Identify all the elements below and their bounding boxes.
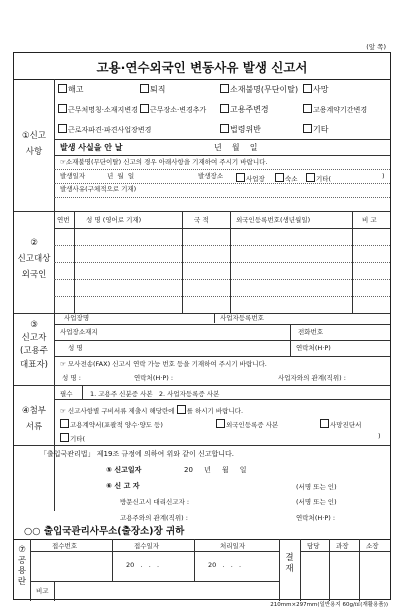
- doc-death-certificate[interactable]: 사망진단서: [320, 419, 361, 429]
- report-form: [13, 52, 391, 600]
- option-work-location-change[interactable]: 근무장소·변경추가: [140, 104, 206, 114]
- option-contract-period-change[interactable]: 고용계약기간변경: [303, 104, 367, 114]
- process-date-field[interactable]: 20 . . .: [208, 561, 242, 569]
- law-statement: 「출입국관리법」 제19조 규정에 의하여 위와 같이 신고합니다.: [40, 450, 235, 458]
- relation-label: 고용주와의 관계(직위) :: [120, 514, 188, 522]
- checkbox[interactable]: [303, 124, 312, 133]
- receipt-no-label: 접수번호: [52, 542, 78, 550]
- occur-date-label: 발생일자: [60, 172, 86, 180]
- checkbox[interactable]: [320, 419, 329, 428]
- checkbox[interactable]: [236, 173, 245, 182]
- option-death[interactable]: 사망: [303, 84, 328, 94]
- report-date[interactable]: 20 년 월 일: [184, 466, 247, 474]
- col-name: 성 명 (영어로 기재): [86, 216, 142, 224]
- note-label: 비고: [36, 587, 49, 595]
- contact-label: 연락처(H·P) :: [296, 514, 336, 522]
- col-nationality: 국 적: [194, 216, 209, 224]
- required-label: 필수: [60, 390, 73, 398]
- col-serial: 연번: [57, 216, 70, 224]
- checkbox[interactable]: [220, 104, 229, 113]
- checkbox[interactable]: [220, 124, 229, 133]
- checkbox[interactable]: [58, 84, 67, 93]
- checkbox[interactable]: [303, 104, 312, 113]
- checkbox[interactable]: [58, 124, 67, 133]
- checkbox-sample: [177, 405, 186, 414]
- checkbox[interactable]: [60, 419, 69, 428]
- option-law-violation[interactable]: 법령위반: [220, 124, 261, 134]
- col-remarks: 비 고: [362, 216, 377, 224]
- col-registration-no: 외국인등록번호(생년월일): [236, 216, 311, 224]
- phone-label: 전화번호: [298, 328, 324, 336]
- attach-notice: ☞ 신고사항별 구비서류 제출시 해당란에 를 하시기 바랍니다.: [60, 407, 244, 415]
- mobile-label: 연락처(H·P): [296, 344, 331, 352]
- reporter-sign[interactable]: (서명 또는 인): [296, 483, 337, 491]
- place-workplace[interactable]: 사업장: [236, 173, 265, 183]
- doc-other[interactable]: 기타(: [60, 433, 85, 443]
- aware-date-fields[interactable]: 년 월 일: [214, 143, 258, 152]
- option-other[interactable]: 기타: [303, 124, 328, 134]
- receipt-date-field[interactable]: 20 . . .: [126, 561, 160, 569]
- option-dismissal[interactable]: 해고: [58, 84, 83, 94]
- approval-label: 결 재: [285, 553, 294, 575]
- role-staff: 담당: [307, 542, 320, 550]
- checkbox[interactable]: [303, 84, 312, 93]
- checkbox[interactable]: [140, 104, 149, 113]
- proxy-label: 방문신고시 대리신고자 :: [120, 498, 190, 506]
- reason-label: 발생사유(구체적으로 기재): [60, 185, 137, 193]
- business-reg-label: 사업자등록번호: [220, 314, 264, 322]
- occur-place-label: 발생장소: [198, 172, 224, 180]
- receipt-date-label: 접수일자: [134, 542, 160, 550]
- manager-contact: 연락처(H·P) :: [134, 374, 174, 382]
- checkbox[interactable]: [140, 84, 149, 93]
- place-dorm[interactable]: 숙소: [275, 173, 298, 183]
- role-director: 소장: [366, 542, 379, 550]
- fax-notice: ☞ 모사전송(FAX) 신고시 연락 가능 번호 등을 기재하여 주시기 바랍니다.: [60, 360, 267, 368]
- section1-label: ①신고 사항: [21, 131, 47, 158]
- doc-other-close: ): [378, 432, 381, 440]
- aware-date-label: 발생 사실을 안 날: [60, 143, 123, 152]
- manager-relation: 사업자와의 관계(직위) :: [278, 374, 346, 382]
- occur-date-fields[interactable]: 년 월 일: [107, 172, 135, 180]
- option-workplace-name-change[interactable]: 근무처명칭·소재지변경: [58, 104, 138, 114]
- section4-label: ④첨부 서류: [21, 406, 47, 433]
- section2-label: ② 신고대상 외국인: [17, 238, 51, 281]
- option-employer-change[interactable]: 고용주변경: [220, 104, 269, 114]
- section3-label: ③ 신고자 (고용주 대표자): [20, 320, 48, 370]
- name-label: 성 명: [68, 344, 83, 352]
- checkbox[interactable]: [60, 433, 69, 442]
- proxy-sign[interactable]: (서명 또는 인): [296, 498, 337, 506]
- place-other[interactable]: 기타(: [306, 173, 331, 183]
- checkbox[interactable]: [216, 419, 225, 428]
- doc-contract[interactable]: 고용계약서(포괄적 양수·양도 등): [60, 419, 163, 429]
- form-number: (앞 쪽): [366, 43, 386, 51]
- checkbox[interactable]: [275, 173, 284, 182]
- reporter-label: ⑥ 신 고 자: [106, 482, 140, 490]
- option-missing[interactable]: 소재불명(무단이탈): [220, 84, 298, 94]
- option-retirement[interactable]: 퇴직: [140, 84, 165, 94]
- report-date-label: ⑤ 신고일자: [106, 466, 142, 474]
- required-docs: 1. 고용주 신분증 사본 2. 사업자등록증 사본: [90, 390, 220, 398]
- paper-spec: 210mm×297mm(일반용지 60g/㎡(재활용품)): [270, 602, 388, 608]
- checkbox[interactable]: [220, 84, 229, 93]
- place-close-paren: ): [382, 172, 385, 180]
- manager-name: 성 명 :: [62, 374, 81, 382]
- business-name-label: 사업장명: [64, 314, 90, 322]
- processing-label: ⑦ 공 용 란: [17, 545, 27, 587]
- form-title: 고용·연수외국인 변동사유 발생 신고서: [96, 60, 308, 75]
- missing-notice: ☞소재불명(무단이탈) 신고의 경우 아래사항을 기재하여 주시기 바랍니다.: [60, 158, 268, 166]
- checkbox[interactable]: [58, 104, 67, 113]
- business-address-label: 사업장소재지: [60, 328, 98, 336]
- addressee: ○○ 출입국관리사무소(출장소)장 귀하: [24, 526, 185, 537]
- option-dispatch-change[interactable]: 근로자파견·파견사업장변경: [58, 124, 151, 134]
- checkbox[interactable]: [306, 173, 315, 182]
- doc-registration-card[interactable]: 외국인등록증 사본: [216, 419, 278, 429]
- role-manager: 과장: [336, 542, 349, 550]
- process-date-label: 처리일자: [220, 542, 246, 550]
